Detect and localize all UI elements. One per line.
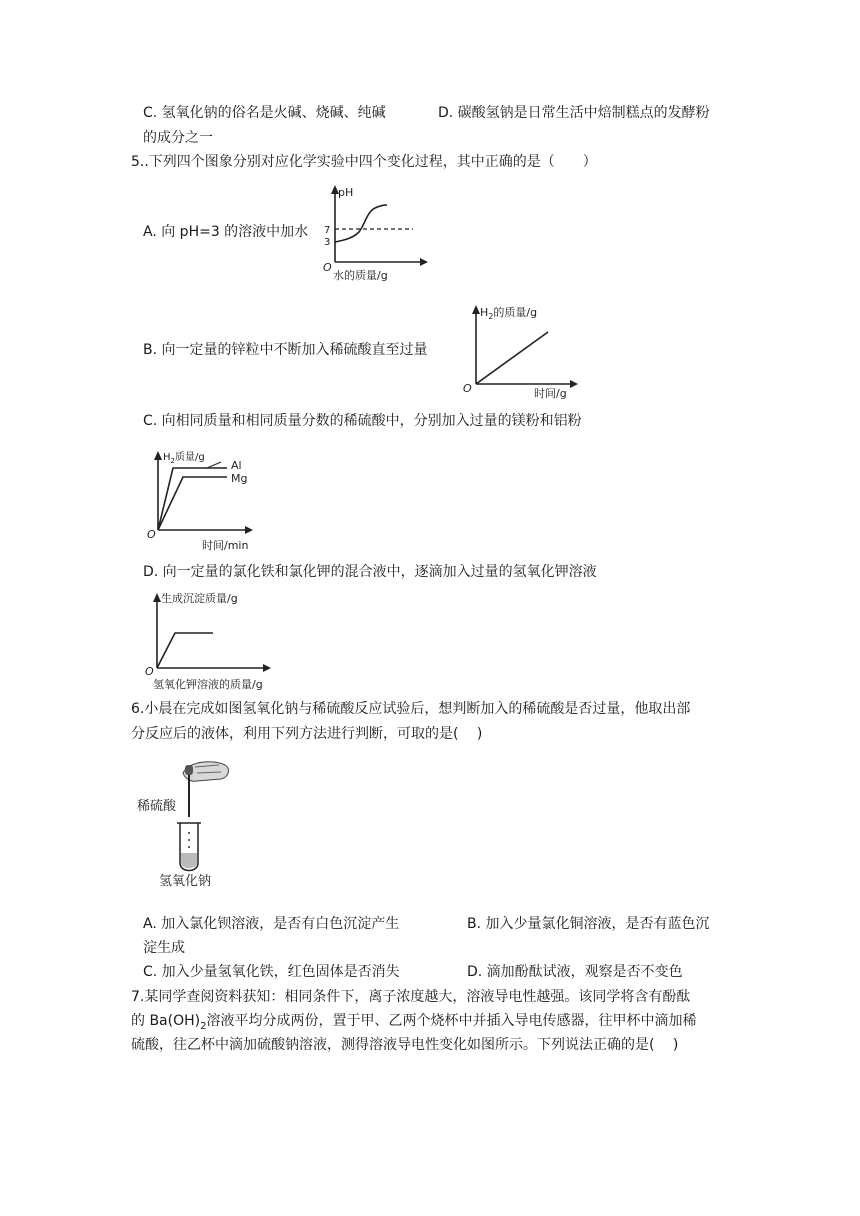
label-acid: 稀硫酸 (137, 799, 177, 814)
q4-option-d-cont: 的成分之一 (143, 130, 213, 146)
q4-option-c: C. 氢氧化钠的俗名是火碱、烧碱、纯碱 (143, 105, 386, 121)
q5-graph-b (458, 300, 583, 400)
graph-c-label-al: Al (231, 459, 242, 472)
q6-apparatus-figure (135, 755, 245, 890)
svg-text:H2的质量/g: $H_2$的质量/g (480, 306, 538, 321)
q5-graph-d (145, 588, 285, 696)
graph-a-xlabel: 水的质量/g (333, 269, 388, 282)
q6-stem-2: 分反应后的液体，利用下列方法进行判断，可取的是( ) (131, 726, 483, 742)
svg-text:H2质量/g: $H_2$质量/g (163, 452, 205, 465)
graph-a-tick-7: 7 (324, 225, 331, 236)
q6-option-d: D. 滴加酚酞试液，观察是否不变色 (467, 964, 683, 980)
dropper-bulb-icon (185, 765, 193, 775)
label-base: 氢氧化钠 (159, 874, 212, 889)
graph-d-curve (157, 633, 213, 668)
q5-stem: 5..下列四个图象分别对应化学实验中四个变化过程，其中正确的是（ ） (131, 154, 597, 170)
q6-option-b: B. 加入少量氯化铜溶液，是否有蓝色沉 (467, 916, 710, 932)
q5-graph-a (315, 182, 430, 282)
q5-graph-c (145, 445, 285, 555)
graph-a-tick-3: 3 (324, 237, 331, 248)
q7-line-3: 硫酸，往乙杯中滴加硫酸钠溶液，测得溶液导电性变化如图所示。下列说法正确的是( ) (131, 1037, 679, 1053)
graph-a-curve (335, 205, 387, 242)
graph-d-xlabel: 氢氧化钾溶液的质量/g (153, 678, 263, 691)
graph-b-xlabel: 时间/g (534, 387, 567, 400)
q5-option-d: D. 向一定量的氯化铁和氯化钾的混合液中，逐滴加入过量的氢氧化钾溶液 (143, 564, 597, 580)
q5-option-b: B. 向一定量的锌粒中不断加入稀硫酸直至过量 (143, 342, 428, 358)
q6-option-b-cont: 淀生成 (143, 940, 185, 956)
q6-option-a: A. 加入氯化钡溶液，是否有白色沉淀产生 (143, 916, 400, 932)
q6-option-c: C. 加入少量氢氧化铁，红色固体是否消失 (143, 964, 400, 980)
graph-c-xlabel: 时间/min (202, 539, 249, 552)
q5-option-c: C. 向相同质量和相同质量分数的稀硫酸中，分别加入过量的镁粉和铝粉 (143, 413, 582, 429)
graph-d-origin: O (145, 665, 154, 678)
graph-a-ylabel: pH (338, 186, 354, 199)
q4-option-d: D. 碳酸氢钠是日常生活中焙制糕点的发酵粉 (438, 105, 710, 121)
q6-stem-1: 6.小晨在完成如图氢氧化钠与稀硫酸反应试验后，想判断加入的稀硫酸是否过量，他取出部 (131, 701, 691, 717)
q7-line-2: 的 $Ba(OH)_2$溶液平均分成两份，置于甲、乙两个烧杯中并插入导电传感器，往甲杯中滴加稀 (131, 1013, 697, 1032)
graph-c-origin: O (147, 528, 156, 541)
graph-c-label-mg: Mg (231, 472, 248, 485)
q7-line-1: 7.某同学查阅资料获知：相同条件下，离子浓度越大，溶液导电性越强。该同学将含有酚酞 (131, 989, 691, 1005)
graph-d-ylabel: 生成沉淀质量/g (161, 592, 238, 605)
q5-option-a: A. 向 pH=3 的溶液中加水 (143, 224, 309, 240)
graph-b-line (476, 332, 548, 384)
graph-a-origin: O (323, 261, 332, 274)
graph-b-origin: O (463, 382, 472, 395)
